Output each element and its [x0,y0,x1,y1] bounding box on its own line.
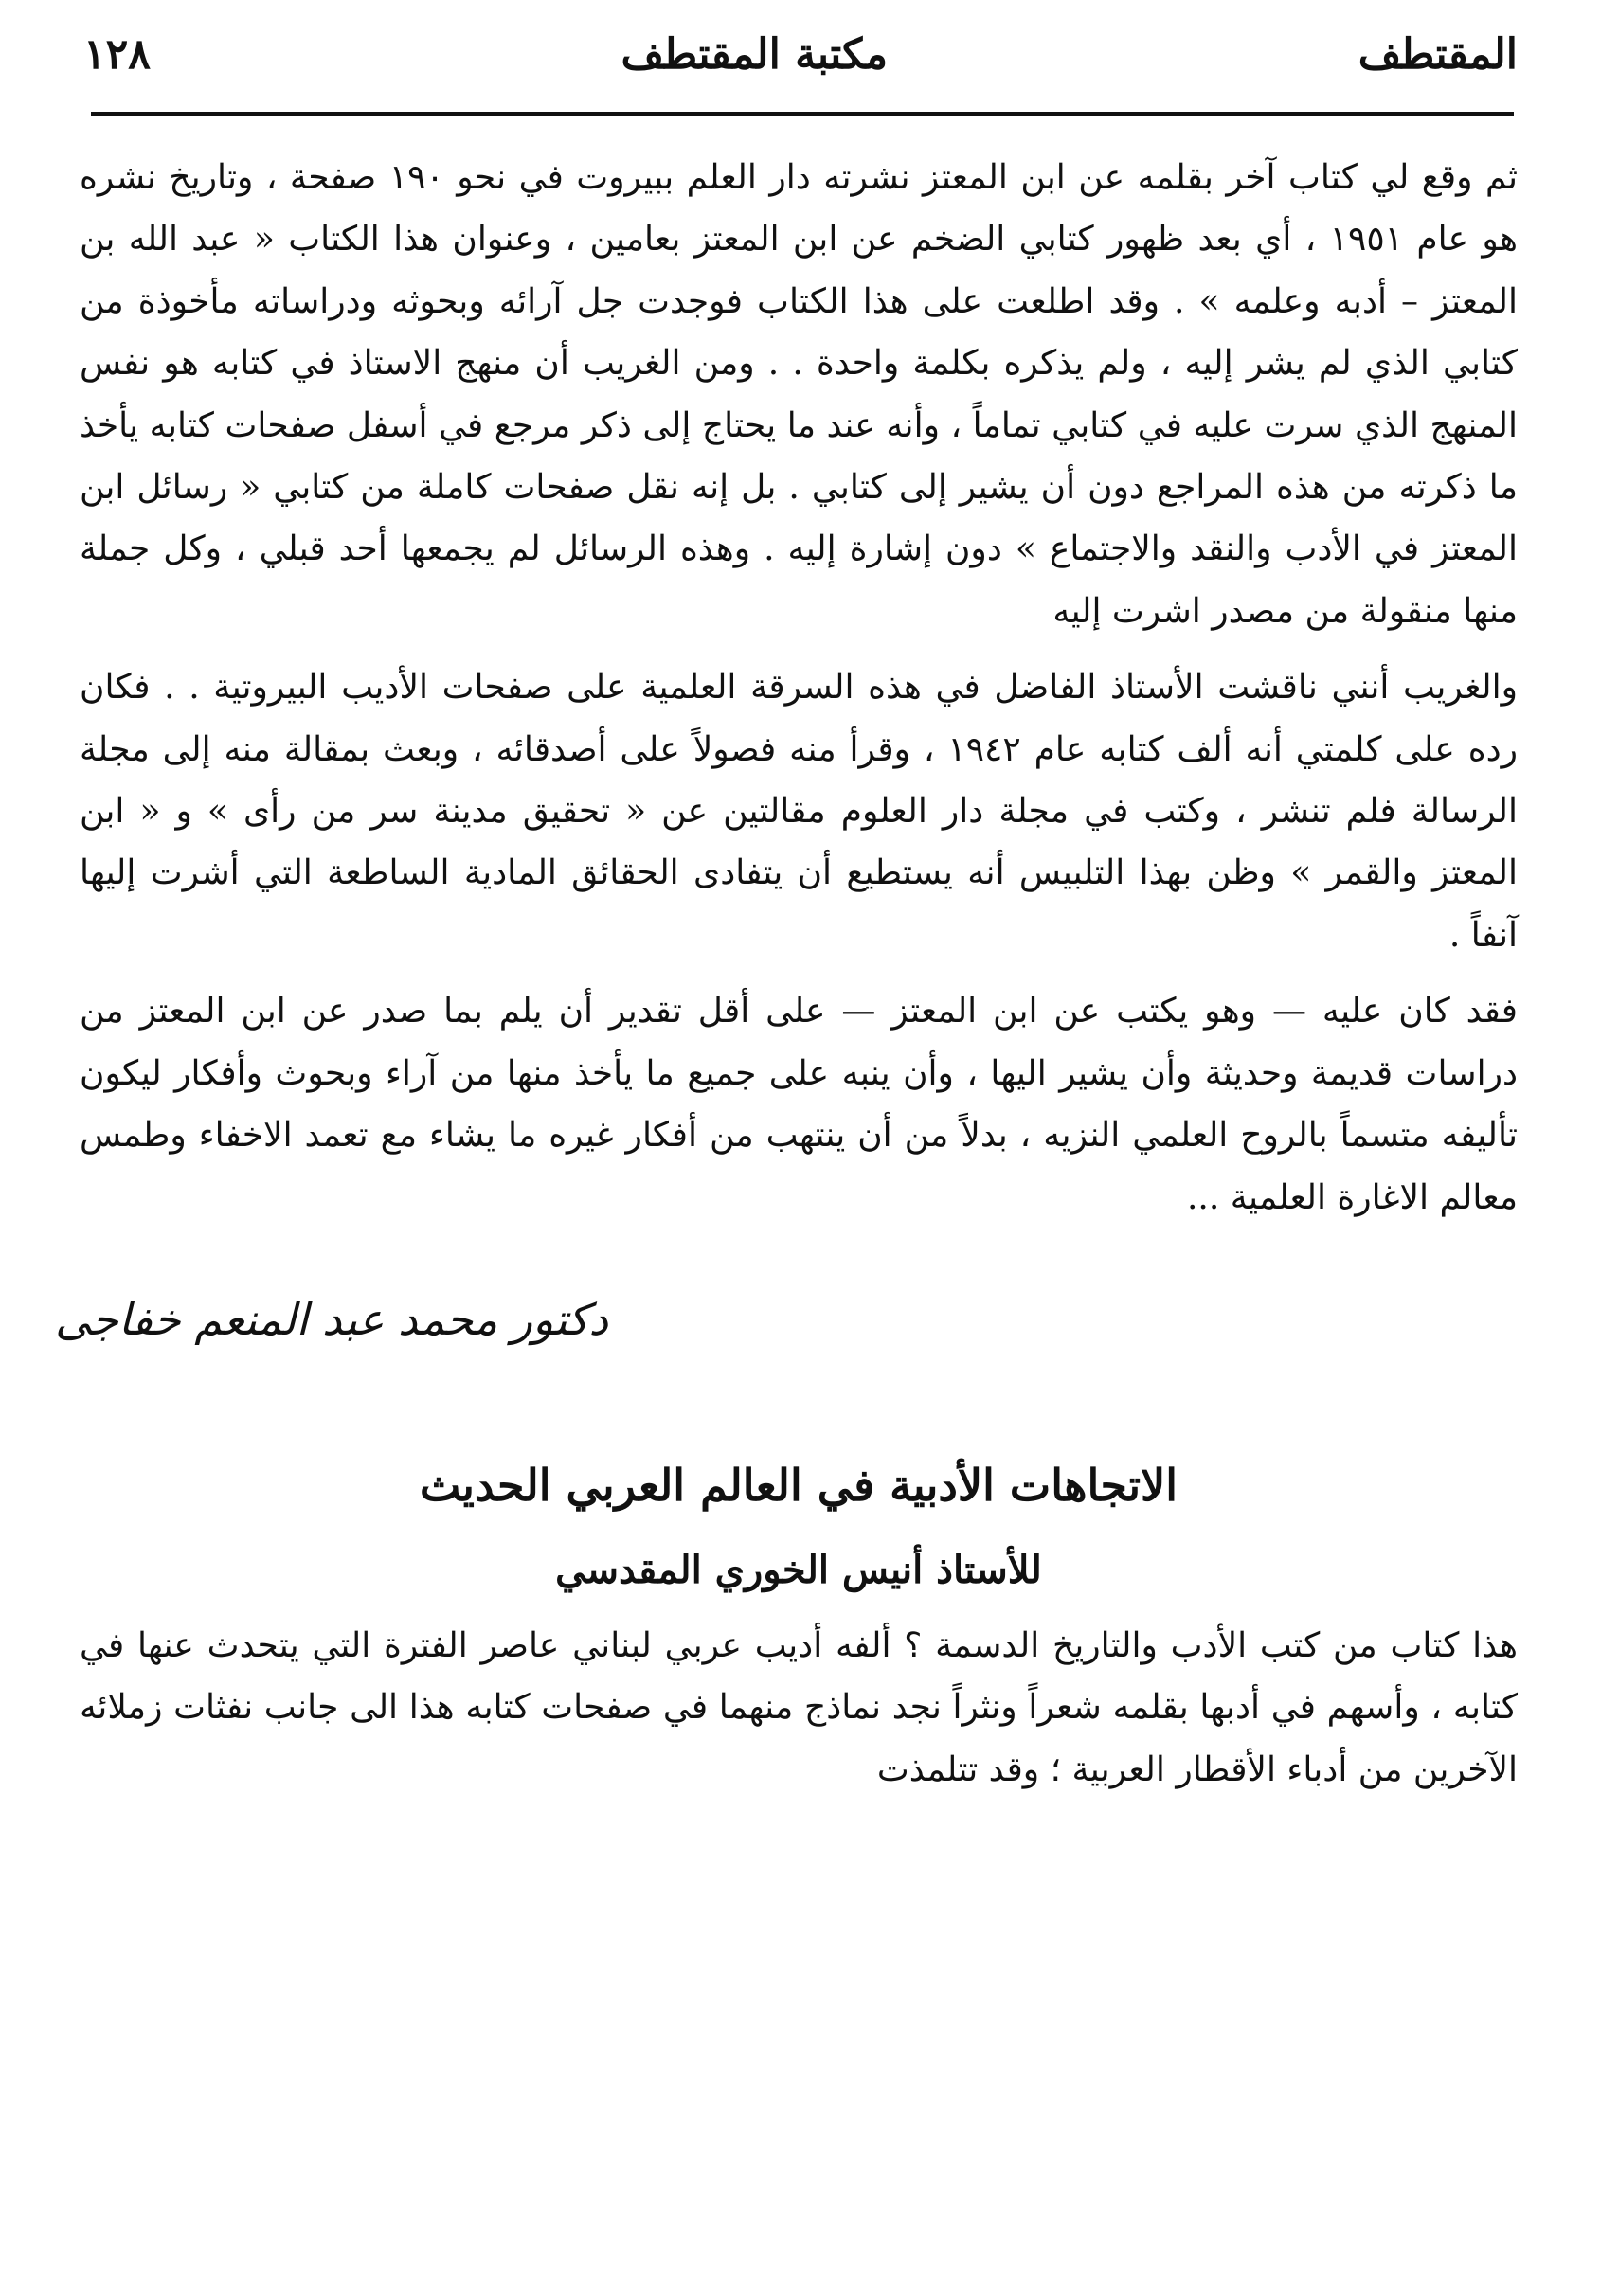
review2-book-title: الاتجاهات الأدبية في العالم العربي الحديث [419,1459,1178,1511]
journal-name: المقتطف [1358,29,1518,79]
review2-paragraph-1: هذا كتاب من كتب الأدب والتاريخ الدسمة ؟ ألفه أديب عربي لبناني عاصر الفترة التي يتحدث عنها في كتابه ، وأسهم في أدبها بقلمه شعراً ونثراً نجد نماذج منهما في صفحات كتابه هذا الى جانب نفثات زملائه الآخرين من أدباء الأقطار العربية ؛ وقد تتلمذت [80,1625,1518,1789]
page-body [55,147,1518,1801]
page-number: ١٢٨ [83,29,151,79]
section-title: مكتبة المقتطف [621,29,889,79]
running-header [83,21,1518,87]
header-rule [91,112,1514,116]
reviewer-signature: دكتور محمد عبد المنعم خفاجى [55,1293,608,1345]
review2-author: للأستاذ أنيس الخوري المقدسي [555,1547,1042,1592]
review1-paragraph-3: فقد كان عليه — وهو يكتب عن ابن المعتز — على أقل تقدير أن يلم بما صدر عن ابن المعتز من دراسات قديمة وحديثة وأن يشير اليها ، وأن ينبه على جميع ما يأخذ منها من آراء وبحوث وأفكار ليكون تأليفه متسماً بالروح العلمي النزيه ، بدلاً من أن ينتهب من أفكار غيره ما يشاء مع تعمد الاخفاء وطمس معالم الاغارة العلمية ... [80,992,1518,1217]
review1-paragraph-2: والغريب أنني ناقشت الأستاذ الفاضل في هذه السرقة العلمية على صفحات الأديب البيروتية . . فكان رده على كلمتي أنه ألف كتابه عام ١٩٤٢ ، وقرأ منه فصولاً على أصدقائه ، وبعث بمقالة منه إلى مجلة الرسالة فلم تنشر ، وكتب في مجلة دار العلوم مقالتين عن « تحقيق مدينة سر من رأى » و « ابن المعتز والقمر » وظن بهذا التلبيس أنه يستطيع أن يتفادى الحقائق المادية الساطعة التي أشرت إليها آنفاً . [80,668,1518,955]
review1-paragraph-1: ثم وقع لي كتاب آخر بقلمه عن ابن المعتز نشرته دار العلم ببيروت في نحو ١٩٠ صفحة ، وتاريخ نشره هو عام ١٩٥١ ، أي بعد ظهور كتابي الضخم عن ابن المعتز بعامين ، وعنوان هذا الكتاب « عبد الله بن المعتز – أدبه وعلمه » . وقد اطلعت على هذا الكتاب فوجدت جل آرائه وبحوثه ودراساته مأخوذة من كتابي الذي لم يشر إليه ، ولم يذكره بكلمة واحدة . . ومن الغريب أن منهج الاستاذ في كتابه هو نفس المنهج الذي سرت عليه في كتابي تماماً ، وأنه عند ما يحتاج إلى ذكر مرجع في أسفل صفحات كتابه يأخذ ما ذكرته من هذه المراجع دون أن يشير إلى كتابي . بل إنه نقل صفحات كاملة من كتابي « رسائل ابن المعتز في الأدب والنقد والاجتماع » دون إشارة إليه . وهذه الرسائل لم يجمعها أحد قبلي ، وكل جملة منها منقولة من مصدر اشرت إليه [80,158,1518,631]
